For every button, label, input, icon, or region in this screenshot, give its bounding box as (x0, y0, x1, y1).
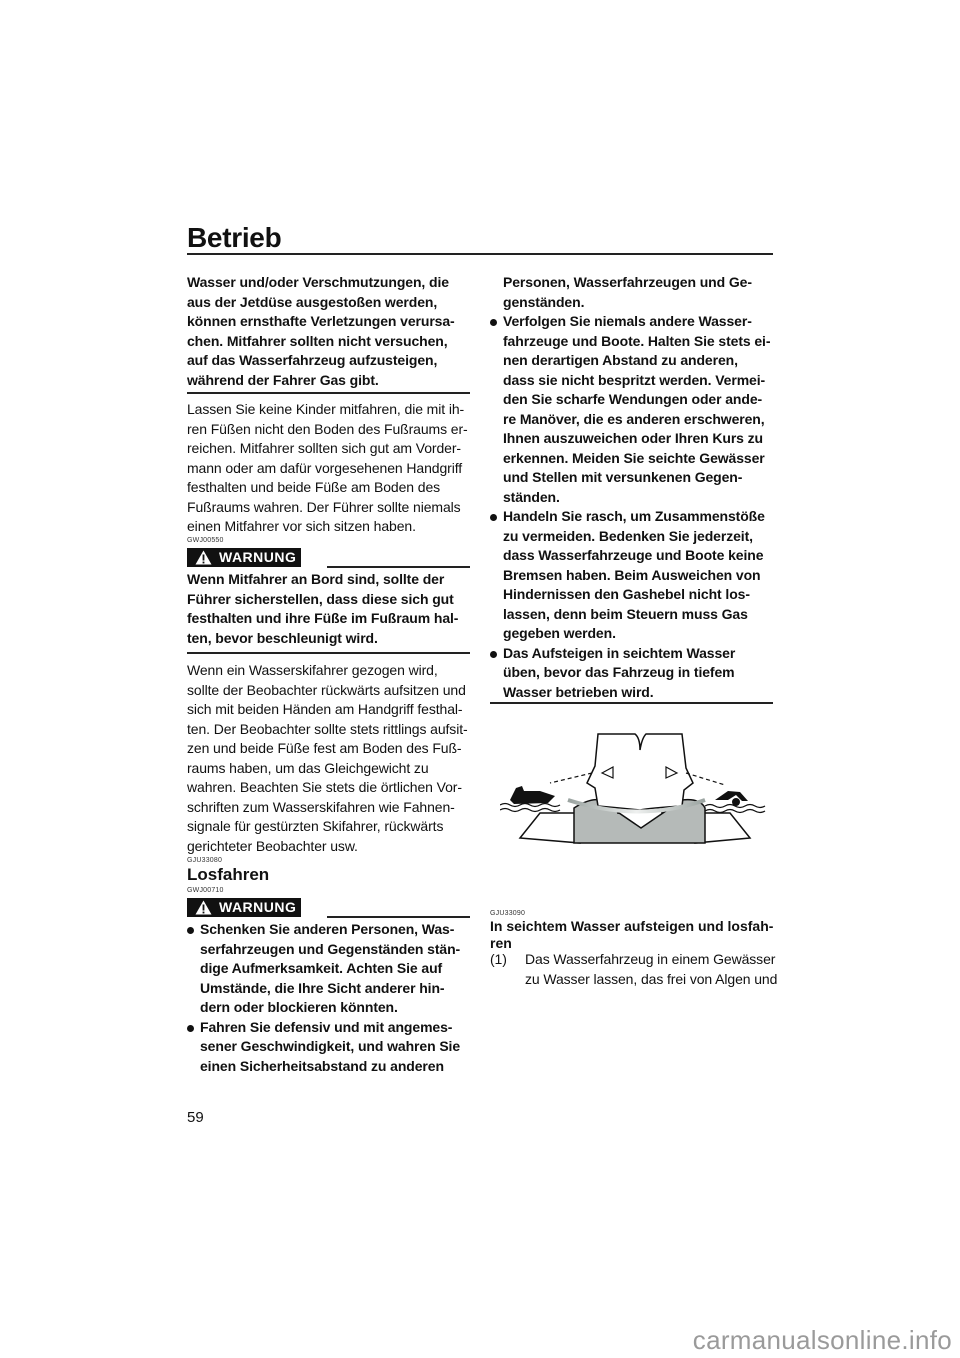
text-line: ständen. (503, 488, 560, 505)
text-line: gegeben werden. (503, 625, 616, 641)
text-line: chen. Mitfahrer sollten nicht versuchen, (187, 332, 448, 349)
text-line: festhalten und ihre Füße im Fußraum hal- (187, 610, 459, 626)
text-line: reichen. Mitfahrer sollten sich gut am Vorder- (187, 440, 461, 456)
warning-bullets (490, 312, 770, 702)
text-line: können ernsthafte Verletzungen verursa- (187, 313, 455, 329)
text-line: ren Füßen nicht den Boden des Fußraums er- (187, 420, 468, 437)
warning-end-rule (187, 392, 470, 394)
warning-badge (187, 898, 301, 917)
watermark: carmanualsonline.info (692, 1325, 952, 1355)
text-line: dass sie nicht bespritzt werden. Vermei- (503, 371, 766, 388)
text-line: Wenn Mitfahrer an Bord sind, sollte der (187, 571, 445, 587)
page-number: 59 (187, 1109, 204, 1126)
text-line: Lassen Sie keine Kinder mitfahren, die mit ih- (187, 401, 465, 417)
text-line: raums haben, um das Gleichgewicht zu (187, 759, 429, 776)
warning-code: GWJ00550 (187, 537, 224, 544)
bullet-dot-icon (490, 319, 497, 326)
bullet-item (187, 1018, 460, 1077)
text-line: Wasser und/oder Verschmutzungen, die (187, 274, 449, 290)
text-line: wahren. Beachten Sie stets die örtlichen Vor- (187, 779, 462, 795)
text-line: In seichtem Wasser aufsteigen und losfah- (490, 918, 774, 934)
watercraft-icon (510, 786, 555, 804)
warning-end-rule (490, 702, 773, 704)
text-line: ten, bevor beschleunigt wird. (187, 629, 378, 646)
text-line: Verfolgen Sie niemals andere Wasser- (503, 313, 752, 329)
text-line: erkennen. Meiden Sie seichte Gewässer (503, 449, 765, 466)
paragraph-children (187, 400, 468, 537)
bullet-item (490, 507, 770, 644)
step-number: (1) (490, 951, 507, 967)
warning-triangle-icon (195, 900, 212, 915)
text-line: dern oder blockieren könnten. (200, 999, 398, 1015)
text-line: festhalten und beide Füße am Boden des (187, 479, 441, 495)
warning-badge (187, 548, 301, 567)
text-line: serfahrzeugen und Gegenständen stän- (200, 940, 461, 957)
section-code: GJU33080 (187, 857, 223, 864)
head-turning-illustration (500, 728, 770, 858)
text-line: Handeln Sie rasch, um Zusammenstöße (503, 508, 765, 524)
text-line: üben, bevor das Fahrzeug in tiefem (503, 664, 735, 680)
text-line: ren (490, 934, 512, 951)
bullet-dot-icon (490, 514, 497, 521)
text-line: zu Wasser lassen, das frei von Algen und (525, 970, 778, 987)
text-line: Ihnen auszuweichen oder Ihren Kurs zu (503, 430, 764, 446)
warning-code: GWJ00710 (187, 887, 224, 894)
text-line: mann oder am dafür vorgesehenen Handgriff (187, 459, 463, 476)
text-line: während der Fahrer Gas gibt. (187, 371, 379, 388)
text-line: schriften zum Wasserskifahren wie Fahnen- (187, 798, 455, 815)
step-item (490, 950, 777, 989)
text-line: Das Aufsteigen in seichtem Wasser (503, 644, 736, 661)
text-line: sener Geschwindigkeit, und wahren Sie (200, 1038, 461, 1054)
text-line: dass Wasserfahrzeuge und Boote keine (503, 547, 764, 563)
text-line: sich mit beiden Händen am Handgriff festhal- (187, 701, 463, 717)
warning-rule (327, 566, 470, 568)
swimmer-icon (715, 791, 748, 801)
text-line: Bremsen haben. Beim Ausweichen von (503, 566, 761, 583)
bullet-item (490, 644, 770, 703)
paragraph-waterski (187, 661, 468, 856)
text-line: Fahren Sie defensiv und mit angemes- (200, 1018, 453, 1035)
bullet-item (490, 312, 770, 507)
text-line: ten. Der Beobachter sollte stets rittlings aufsit- (187, 720, 468, 737)
text-line: zen und beide Füße fest am Boden des Fuß- (187, 740, 462, 756)
bullet-dot-icon (187, 1025, 194, 1032)
text-line: aus der Jetdüse ausgestoßen werden, (187, 293, 438, 310)
text-line: lassen, denn beim Steuern muss Gas (503, 605, 748, 622)
text-line: genständen. (503, 293, 585, 310)
bullet-dot-icon (490, 651, 497, 658)
text-line: Schenken Sie anderen Personen, Was- (200, 921, 455, 937)
bullet-dot-icon (187, 927, 194, 934)
text-line: Personen, Wasserfahrzeugen und Ge- (503, 274, 752, 290)
text-line: gerichteter Beobachter usw. (187, 837, 358, 854)
text-line: fahrzeuge und Boote. Halten Sie stets ei- (503, 332, 771, 349)
warning-continuation (187, 273, 455, 390)
text-line: signale für gestürzten Skifahrer, rückwärts (187, 818, 444, 834)
text-line: Wasser betrieben wird. (503, 683, 654, 700)
warning-end-rule (187, 652, 470, 654)
warning-label: WARNUNG (219, 549, 297, 565)
title-rule (187, 253, 773, 255)
text-line: Wenn ein Wasserskifahrer gezogen wird, (187, 662, 438, 678)
section-code: GJU33090 (490, 910, 526, 917)
warning-label: WARNUNG (219, 899, 297, 915)
page-title: Betrieb (187, 222, 282, 253)
text-line: und Stellen mit versunkenen Gegen- (503, 469, 743, 485)
warning-text (187, 570, 458, 648)
text-line: Fußraums wahren. Der Führer sollte niemals (187, 498, 461, 515)
warning-rule (327, 916, 470, 918)
text-line: sollte der Beobachter rückwärts aufsitzen und (187, 681, 466, 698)
text-line: den Sie scharfe Wendungen oder ande- (503, 391, 763, 407)
text-line: zu vermeiden. Bedenken Sie jederzeit, (503, 527, 753, 544)
bullet-item (187, 920, 460, 1018)
text-line: auf das Wasserfahrzeug aufzusteigen, (187, 352, 438, 368)
text-line: Umstände, die Ihre Sicht anderer hin- (200, 979, 445, 996)
section-heading-shallow-water (490, 918, 773, 951)
text-line: einen Sicherheitsabstand zu anderen (200, 1057, 444, 1074)
text-line: nen derartigen Abstand zu anderen, (503, 352, 738, 368)
text-line: Führer sicherstellen, dass diese sich gut (187, 590, 454, 607)
text-line: Das Wasserfahrzeug in einem Gewässer (525, 951, 776, 967)
text-line: dige Aufmerksamkeit. Achten Sie auf (200, 960, 443, 976)
text-line: einen Mitfahrer vor sich sitzen haben. (187, 518, 416, 534)
text-line: re Manöver, die es anderen erschweren, (503, 410, 765, 427)
bullet-continuation (503, 273, 752, 312)
warning-triangle-icon (195, 550, 212, 565)
warning-bullets (187, 920, 460, 1076)
section-heading-losfahren: Losfahren (187, 865, 270, 884)
steps-list (490, 950, 777, 989)
text-line: Hindernissen den Gashebel nicht los- (503, 586, 750, 602)
